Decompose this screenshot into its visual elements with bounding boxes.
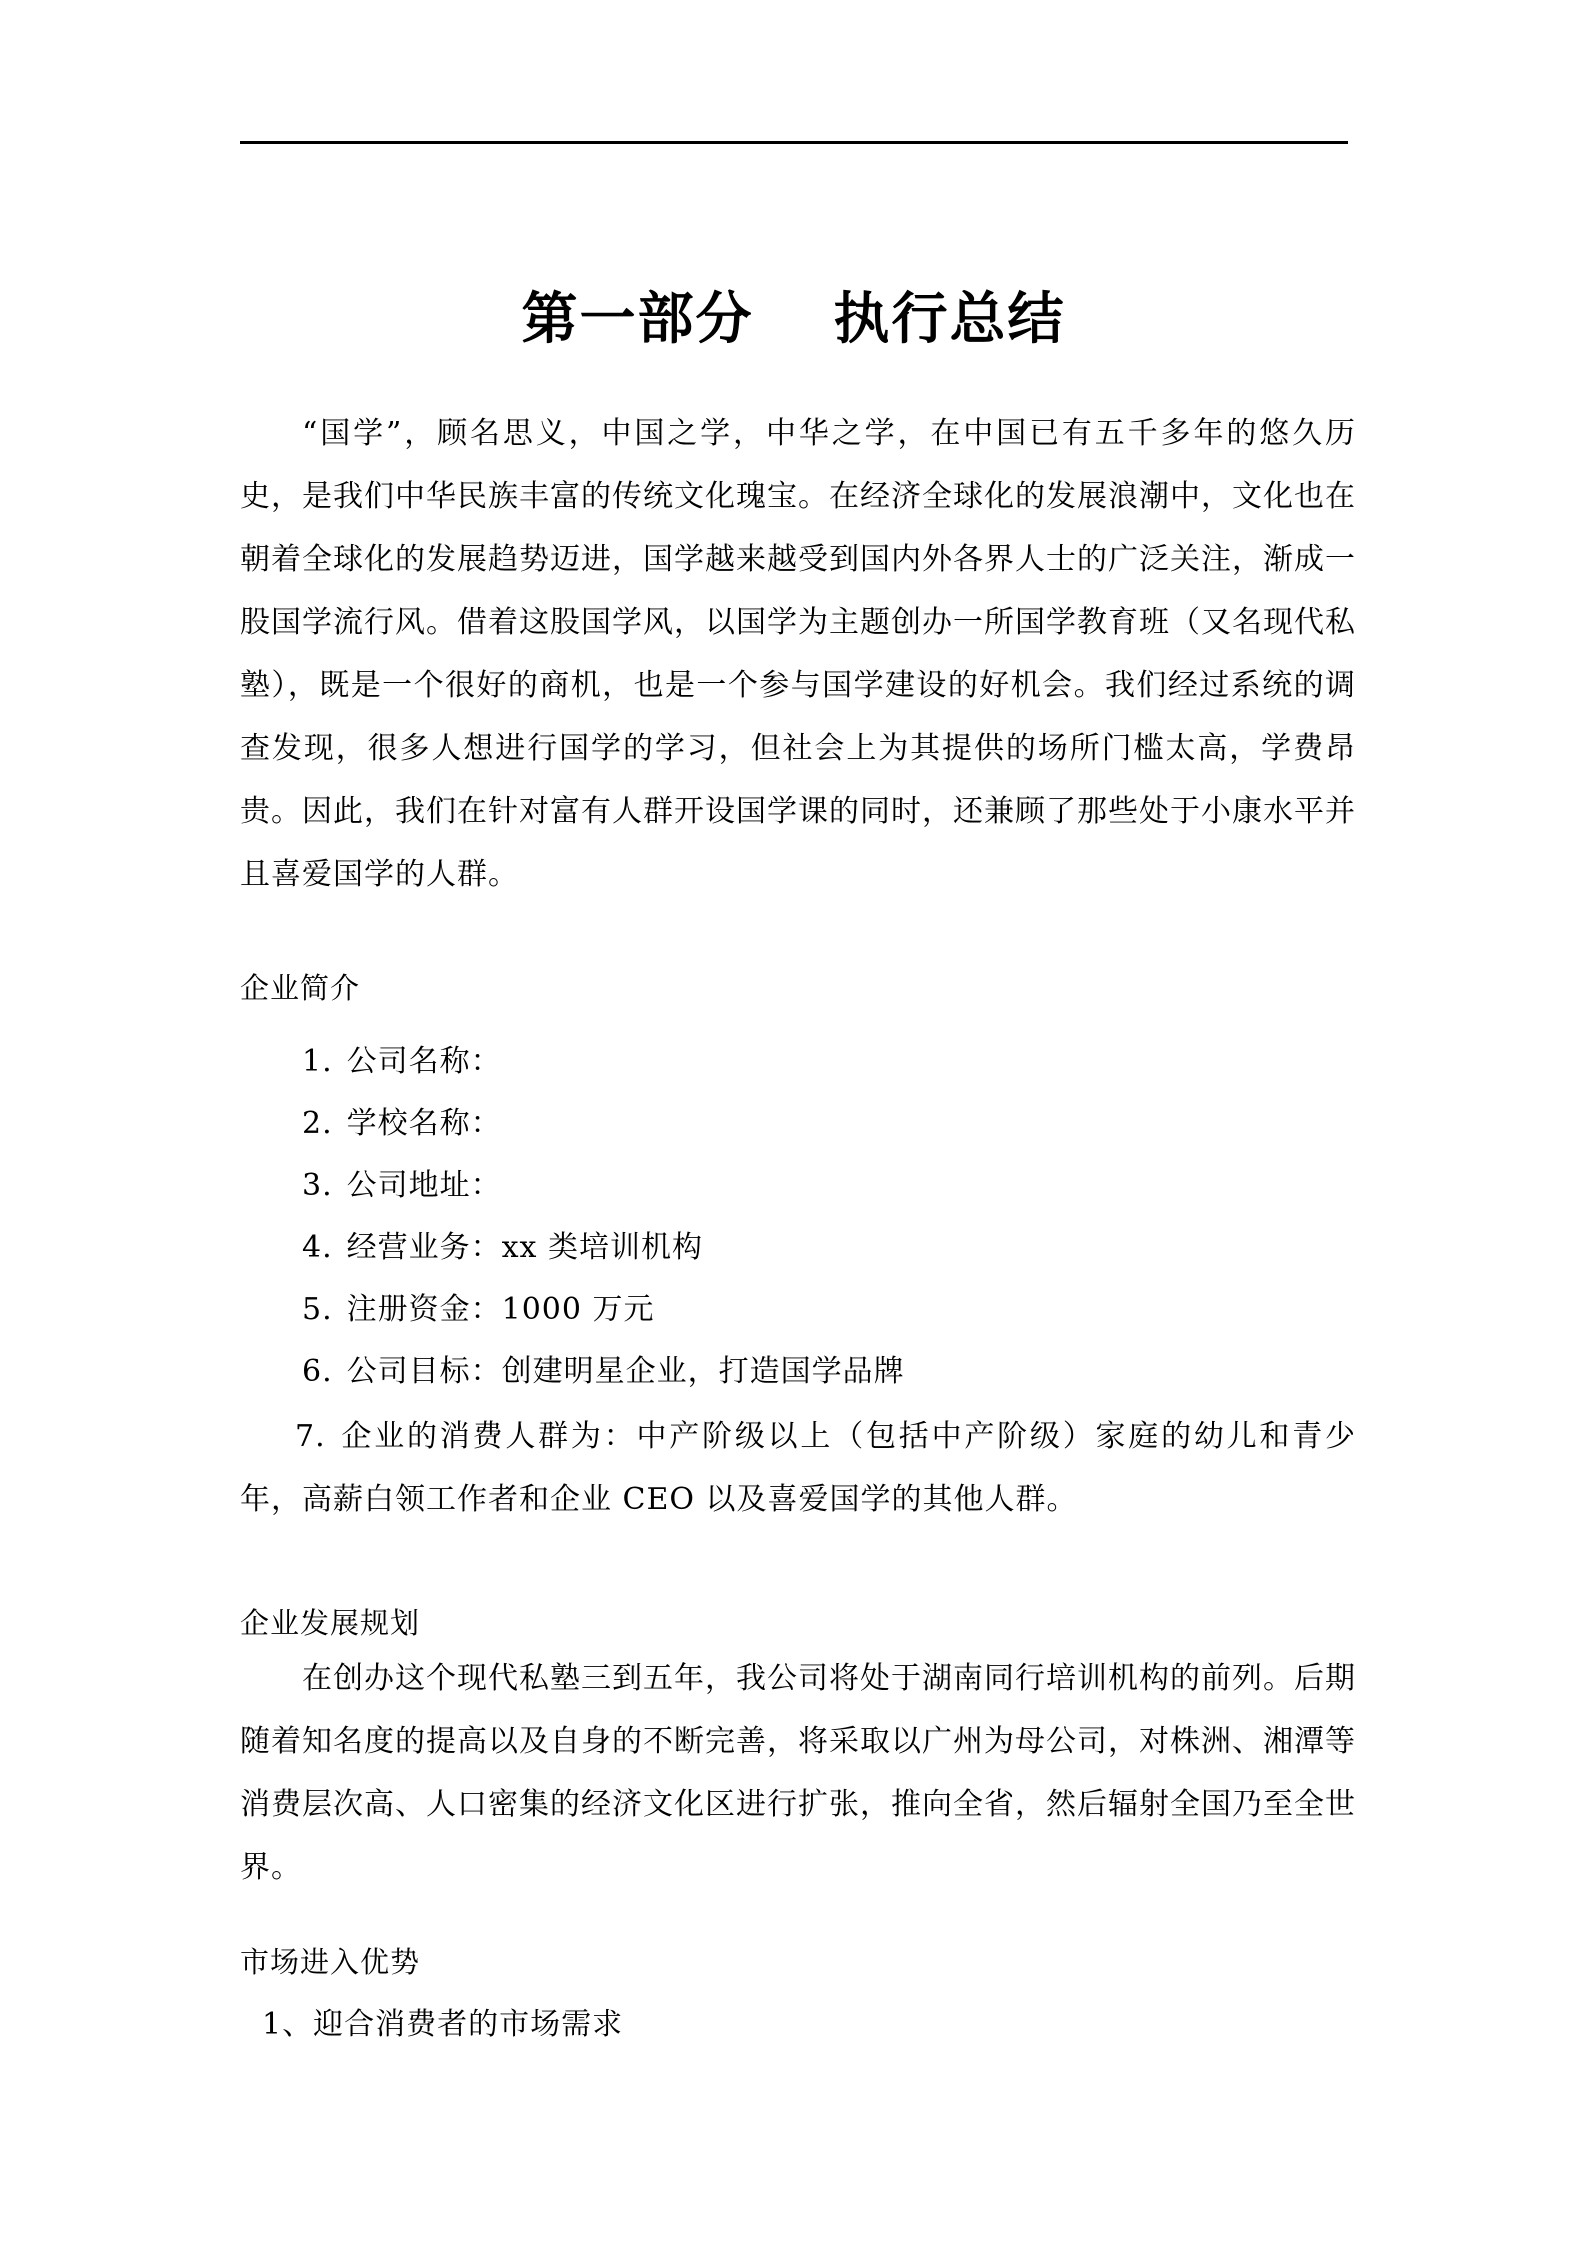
market-advantage-item-1: 1、迎合消费者的市场需求 [262, 2007, 624, 2042]
market-advantage-heading: 市场进入优势 [240, 1945, 421, 1979]
profile-item-1: 1. 公司名称： [302, 1044, 502, 1079]
profile-item-3: 3. 公司地址： [302, 1168, 502, 1203]
company-profile-heading: 企业简介 [240, 971, 361, 1005]
profile-item-6: 6. 公司目标：创建明星企业，打造国学品牌 [302, 1354, 905, 1389]
page-title [0, 280, 1587, 360]
header-rule [240, 141, 1348, 144]
profile-item-4: 4. 经营业务：xx 类培训机构 [302, 1230, 703, 1265]
title-name: 执行总结 [833, 287, 1066, 352]
profile-item-7: 7. 企业的消费人群为：中产阶级以上（包括中产阶级）家庭的幼儿和青少年，高薪白领工作者和企业 CEO 以及喜爱国学的其他人群。 [240, 1419, 1356, 1517]
intro-paragraph: “国学”，顾名思义，中国之学，中华之学，在中国已有五千多年的悠久历史，是我们中华民族丰富的传统文化瑰宝。在经济全球化的发展浪潮中，文化也在朝着全球化的发展趋势迈进，国学越来越受到国内外各界人士的广泛关注，渐成一股国学流行风。借着这股国学风，以国学为主题创办一所国学教育班（又名现代私塾），既是一个很好的商机，也是一个参与国学建设的好机会。我们经过系统的调查发现，很多人想进行国学的学习，但社会上为其提供的场所门槛太高，学费昂贵。因此，我们在针对富有人群开设国学课的同时，还兼顾了那些处于小康水平并且喜爱国学的人群。 [240, 416, 1356, 892]
development-plan-heading: 企业发展规划 [240, 1606, 421, 1640]
development-plan-paragraph: 在创办这个现代私塾三到五年，我公司将处于湖南同行培训机构的前列。后期随着知名度的提高以及自身的不断完善，将采取以广州为母公司，对株洲、湘潭等消费层次高、人口密集的经济文化区进行扩张，推向全省，然后辐射全国乃至全世界。 [240, 1661, 1356, 1885]
title-part: 第一部分 [521, 287, 754, 352]
profile-item-2: 2. 学校名称： [302, 1106, 502, 1141]
profile-item-5: 5. 注册资金：1000 万元 [302, 1292, 655, 1327]
